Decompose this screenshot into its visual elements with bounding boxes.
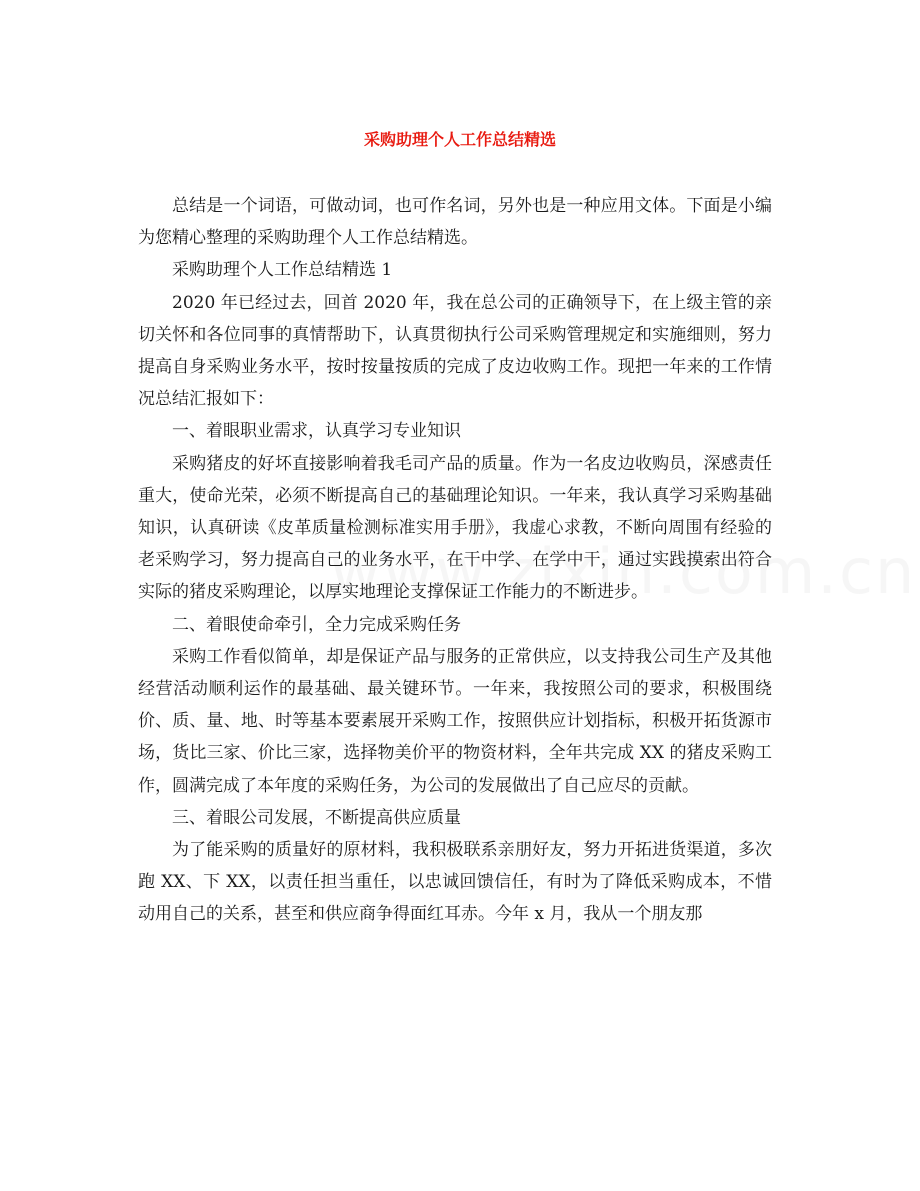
section-heading: 一、着眼职业需求，认真学习专业知识 [172, 421, 461, 442]
document-title: 采购助理个人工作总结精选 [363, 130, 556, 149]
body-paragraph: 2020 年已经过去，回首 2020 年，我在总公司的正确领导下，在上级主管的亲切关怀和各位同事的真情帮助下，认真贯彻执行公司采购管理规定和实施细则，努力提高自身采购业务水平，按时按量按质的完成了皮边收购工作。现把一年来的工作情况总结汇报如下： [138, 292, 772, 410]
body-paragraph: 为了能采购的质量好的原材料，我积极联系亲朋好友，努力开拓进货渠道，多次跑 XX、下 XX，以责任担当重任，以忠诚回馈信任，有时为了降低采购成本，不惜动用自己的关系，甚至和供应商争得面红耳赤。今年 x 月，我从一个朋友那 [138, 840, 772, 925]
document-body [138, 190, 772, 931]
body-paragraph: 采购工作看似简单，却是保证产品与服务的正常供应，以支持我公司生产及其他经营活动顺利运作的最基础、最关键环节。一年来，我按照公司的要求，积极围绕价、质、量、地、时等基本要素展开采购工作，按照供应计划指标，积极开拓货源市场，货比三家、价比三家，选择物美价平的物资材料，全年共完成 XX 的猪皮采购工作，圆满完成了本年度的采购任务，为公司的发展做出了自己应尽的贡献。 [138, 646, 772, 796]
section-heading: 二、着眼使命牵引，全力完成采购任务 [172, 614, 461, 635]
intro-paragraph: 总结是一个词语，可做动词，也可作名词，另外也是一种应用文体。下面是小编为您精心整理的采购助理个人工作总结精选。 [138, 196, 772, 249]
body-paragraph: 采购猪皮的好坏直接影响着我毛司产品的质量。作为一名皮边收购员，深感责任重大，使命光荣，必须不断提高自己的基础理论知识。一年来，我认真学习采购基础知识，认真研读《皮革质量检测标准实用手册》，我虚心求教，不断向周围有经验的老采购学习，努力提高自己的业务水平，在干中学、在学中干，通过实践摸索出符合实际的猪皮采购理论，以厚实地理论支撑保证工作能力的不断进步。 [138, 453, 772, 603]
section-heading: 三、着眼公司发展，不断提高供应质量 [172, 807, 461, 828]
section-heading: 采购助理个人工作总结精选 1 [172, 260, 393, 281]
